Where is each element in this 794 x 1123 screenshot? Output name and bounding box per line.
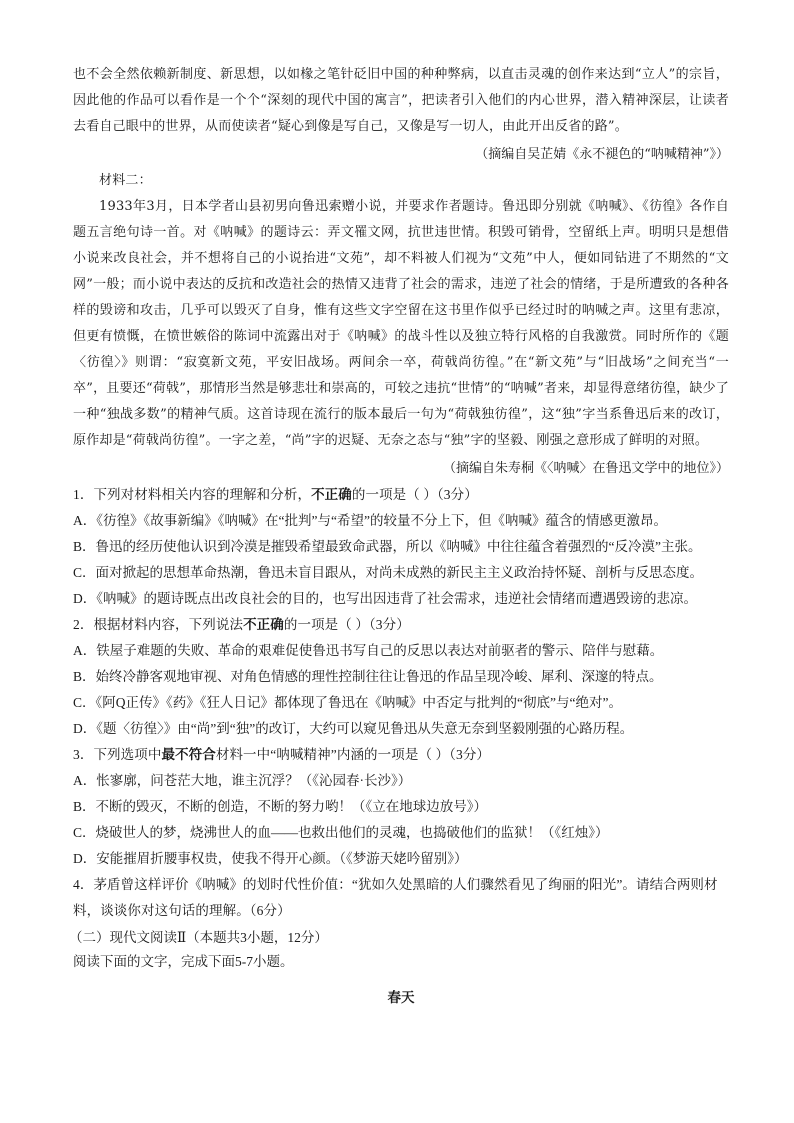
section-heading: （二）现代文阅读Ⅱ（本题共3小题，12分） (69, 930, 328, 945)
exam-page (69, 62, 729, 1010)
source-1: （摘编自吴芷婧《永不褪色的“呐喊精神”》） (475, 147, 729, 162)
option-b: B．不断的毁灭，不断的创造，不断的努力哟！（《立在地球边放号》） (73, 799, 488, 814)
option-b: B．始终冷静客观地审视、对角色情感的理性控制往往让鲁迅的作品呈现冷峻、犀利、深邃的特点。 (73, 669, 663, 684)
passage-title: 春天 (387, 990, 415, 1006)
source-2: （摘编自朱寿桐《〈呐喊〉在鲁迅文学中的地位》） (442, 461, 729, 476)
passage1-end: 也不会全然依赖新制度、新思想，以如椽之笔针砭旧中国的种种弊病，以直击灵魂的创作来达到“立人”的宗旨，因此他的作品可以看作是一个个“深刻的现代中国的寓言”，把读者引入他们的内心世界，潜入精神深层，让读者去看自己眼中的世界，从而使读者“疑心到像是写自己，又像是写一切人，由此开出反省的路”。 (73, 67, 729, 134)
question-2 (73, 612, 729, 742)
question-stem: 4．茅盾曾这样评价《呐喊》的划时代性价值：“犹如久处黑暗的人们骤然看见了绚丽的阳光”。请结合两则材料，谈谈你对这句话的理解。（6分） (73, 877, 718, 918)
option-c: C．《阿Q正传》《药》《狂人日记》都体现了鲁迅在《呐喊》中否定与批判的“彻底”与“绝对”。 (73, 695, 622, 710)
option-d: D．《题〈彷徨〉》由“尚”到“独”的改订，大约可以窥见鲁迅从失意无奈到坚毅刚强的心路历程。 (73, 721, 634, 736)
question-stem: 3．下列选项中最不符合材料一中“呐喊精神”内涵的一项是（ ）（3分） (73, 747, 491, 762)
option-a: A．怅寥廓，问苍茫大地，谁主沉浮？（《沁园春·长沙》） (73, 773, 412, 788)
option-b: B．鲁迅的经历使他认识到冷漠是摧毁希望最致命武器，所以《呐喊》中往往蕴含着强烈的“反冷漠”主张。 (73, 539, 702, 554)
option-a: A．《彷徨》《故事新编》《呐喊》在“批判”与“希望”的较量不分上下，但《呐喊》蕴含的情感更激昂。 (73, 513, 667, 528)
question-1 (73, 482, 729, 612)
option-c: C．烧破世人的梦，烧沸世人的血——也救出他们的灵魂，也捣破他们的监狱！（《红烛》） (73, 825, 609, 840)
question-stem: 1．下列对材料相关内容的理解和分析，不正确的一项是（ ）（3分） (73, 487, 478, 502)
reading-instruction: 阅读下面的文字，完成下面5-7小题。 (73, 954, 294, 969)
option-c: C．面对掀起的思想革命热潮，鲁迅未盲目跟从，对尚未成熟的新民主主义政治持怀疑、剖析与反思态度。 (73, 565, 704, 580)
question-3 (73, 742, 729, 872)
material-2-text: 1933年3月，日本学者山县初男向鲁迅索赠小说，并要求作者题诗。鲁迅即分别就《呐喊》、《彷徨》各作自题五言绝句诗一首。对《呐喊》的题诗云：弄文罹文网，抗世违世情。积毁可销骨，空留纸上声。明明只是想借小说来改良社会，并不想将自己的小说抬进“文苑”，却不料被人们视为“文苑”中人，便如同钻进了不期然的“文网”一般；而小说中表达的反抗和改造社会的热情又违背了社会的需求，违逆了社会的情绪，于是所遭致的各种各样的毁谤和攻击，几乎可以毁灭了自身，惟有这些文字空留在这书里作似乎已经过时的呐喊之声。这里有悲凉，但更有愤慨，在愤世嫉俗的陈词中流露出对于《呐喊》的战斗性以及独立特行风格的自我激赏。同时所作的《题〈彷徨〉》则谓：“寂寞新文苑，平安旧战场。两间余一卒，荷戟尚彷徨。”在“新文苑”与“旧战场”之间充当“一卒”，且要还“荷戟”，那情形当然是够悲壮和崇高的，可较之违抗“世情”的“呐喊”者来，却显得意绪彷徨，缺少了一种“独战多数”的精神气质。这首诗现在流行的版本最后一句为“荷戟独彷徨”，这“独”字当系鲁迅后来的改订，原作却是“荷戟尚彷徨”。一字之差，“尚”字的迟疑、无奈之态与“独”字的坚毅、刚强之意形成了鲜明的对照。 (73, 199, 729, 448)
question-4 (73, 872, 729, 924)
option-a: A．铁屋子难题的失败、革命的艰难促使鲁迅书写自己的反思以表达对前驱者的警示、陪伴与慰藉。 (73, 643, 664, 658)
material-2-label: 材料二： (99, 173, 152, 188)
option-d: D．安能摧眉折腰事权贵，使我不得开心颜。（《梦游天姥吟留别》） (73, 851, 468, 866)
question-stem: 2．根据材料内容，下列说法不正确的一项是（ ）（3分） (73, 617, 410, 632)
option-d: D．《呐喊》的题诗既点出改良社会的目的，也写出因违背了社会需求，违逆社会情绪而遭遇毁谤的悲凉。 (73, 591, 697, 606)
